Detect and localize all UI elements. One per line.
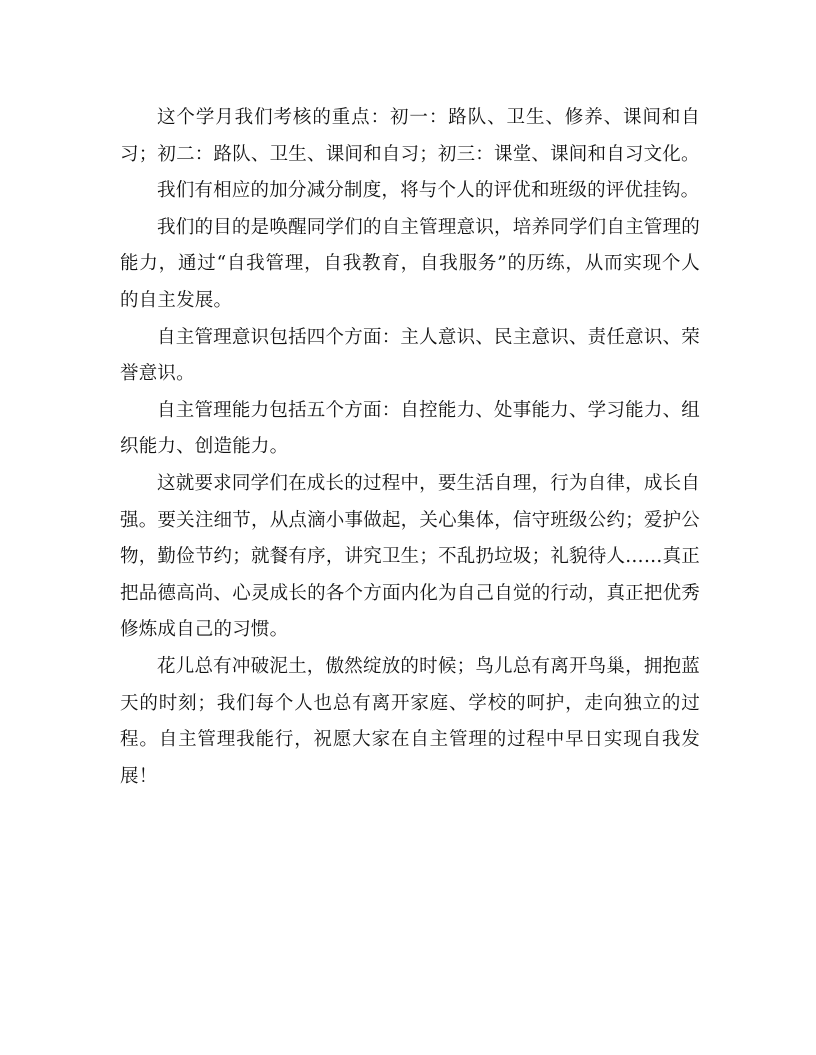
paragraph-requirements: 这就要求同学们在成长的过程中，要生活自理，行为自律，成长自强。要关注细节，从点滴小事做起，关心集体，信守班级公约；爱护公物，勤俭节约；就餐有序，讲究卫生；不乱扔垃圾；礼貌待人……真正把品德高尚、心灵成长的各个方面内化为自己自觉的行动，真正把优秀修炼成自己的习惯。 bbox=[120, 472, 700, 641]
paragraph-assessment-focus: 这个学月我们考核的重点：初一：路队、卫生、修养、课间和自习；初二：路队、卫生、课间和自习；初三：课堂、课间和自习文化。 bbox=[120, 107, 700, 165]
paragraph-closing: 花儿总有冲破泥土，傲然绽放的时候；鸟儿总有离开鸟巢，拥抱蓝天的时刻；我们每个人也总有离开家庭、学校的呵护，走向独立的过程。自主管理我能行，祝愿大家在自主管理的过程中早日实现自我发展！ bbox=[120, 655, 700, 787]
paragraph-abilities: 自主管理能力包括五个方面：自控能力、处事能力、学习能力、组织能力、创造能力。 bbox=[120, 399, 700, 458]
paragraph-score-system: 我们有相应的加分减分制度，将与个人的评优和班级的评优挂钩。 bbox=[157, 180, 700, 202]
paragraph-awareness: 自主管理意识包括四个方面：主人意识、民主意识、责任意识、荣誉意识。 bbox=[120, 326, 700, 385]
paragraph-purpose: 我们的目的是唤醒同学们的自主管理意识，培养同学们自主管理的能力，通过“自我管理，自我教育，自我服务”的历练，从而实现个人的自主发展。 bbox=[120, 216, 700, 311]
document-body bbox=[120, 100, 700, 795]
